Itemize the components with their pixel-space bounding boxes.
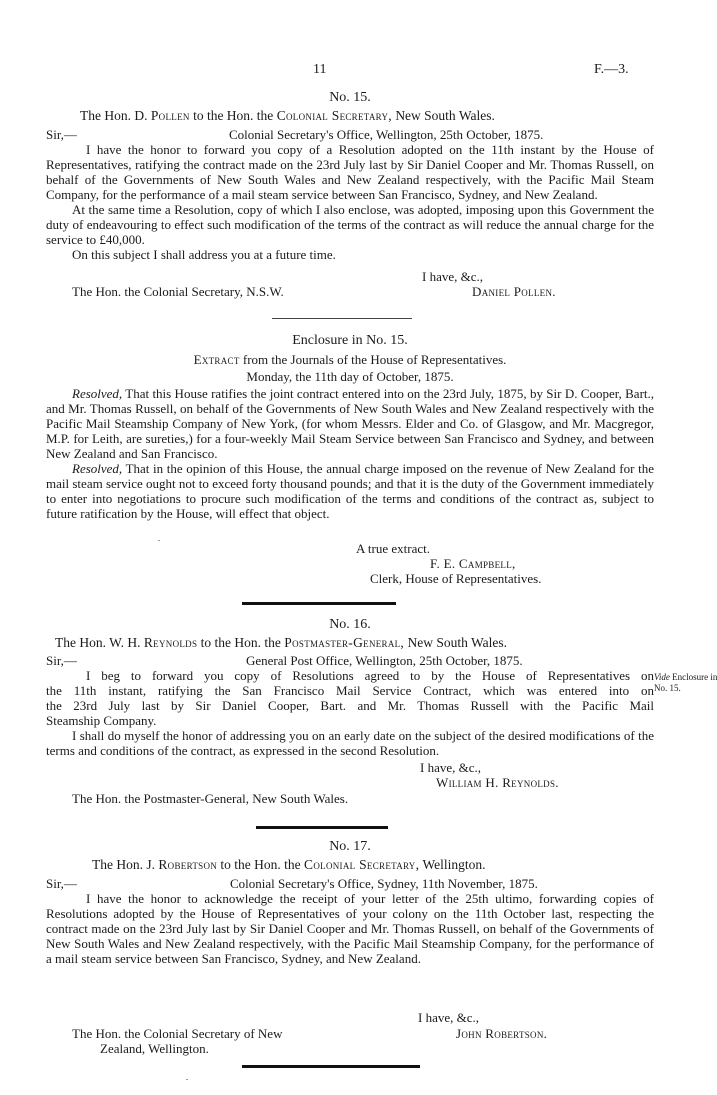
letter-15-body: [46, 142, 654, 262]
print-speck: [158, 540, 160, 541]
letter-16-place-date: General Post Office, Wellington, 25th October, 1875.: [246, 653, 523, 668]
section-divider: [242, 602, 396, 605]
letter-17-salutation: Sir,—: [46, 876, 77, 891]
document-reference: F.—3.: [594, 62, 629, 77]
letter-16-line: the 23rd July last by Sir Daniel Cooper, Bart. and Mr. Thomas Russell with the Pacific Mail: [46, 698, 654, 713]
letter-16-line: the 11th instant, ratifying the San Francisco Mail Service Contract, which was entered into on: [46, 683, 654, 698]
letter-16-line: I beg to forward you copy of Resolutions agreed to by the House of Representatives on: [86, 668, 654, 683]
enclosure-15-extract-line: Extract from the Journals of the House of Representatives.: [193, 352, 507, 367]
letter-15-paragraph: On this subject I shall address you at a future time.: [72, 247, 336, 262]
enclosure-15-true-extract: A true extract.: [356, 541, 430, 556]
letter-15-heading: No. 15.: [329, 90, 371, 105]
letter-15-paragraph: At the same time a Resolution, copy of which I also enclose, was adopted, imposing upon this Government the duty of endeavouring to effect such modification of the terms of the contract as will reduce the annual charge for the service to £40,000.: [46, 202, 654, 247]
letter-17-recipient-line-2: Zealand, Wellington.: [100, 1041, 209, 1056]
letter-16-salutation: Sir,—: [46, 653, 77, 668]
section-divider: [272, 318, 412, 319]
enclosure-15-date: Monday, the 11th day of October, 1875.: [246, 369, 454, 384]
page-number: 11: [313, 62, 327, 77]
letter-16-body: [46, 668, 654, 758]
enclosure-15-signer: F. E. Campbell,: [430, 556, 516, 571]
letter-15-closing: I have, &c.,: [422, 269, 484, 284]
letter-17-recipient-line-1: The Hon. the Colonial Secretary of New: [72, 1026, 283, 1041]
enclosure-15-body: [46, 386, 654, 521]
letter-17-closing: I have, &c.,: [418, 1010, 480, 1025]
print-speck: [186, 1079, 188, 1080]
letter-15-salutation: Sir,—: [46, 127, 77, 142]
letter-17-signature: John Robertson.: [456, 1026, 548, 1041]
letter-16-address: The Hon. W. H. Reynolds to the Hon. the Postmaster-General, New South Wales.: [55, 635, 508, 650]
letter-16-paragraph: I shall do myself the honor of addressing you on an early date on the subject of the desired modifications of the terms and conditions of the contract, as expressed in the second Resolution.: [46, 728, 654, 758]
letter-16-closing: I have, &c.,: [420, 760, 482, 775]
letter-17-heading: No. 17.: [329, 839, 371, 854]
section-divider: [242, 1065, 420, 1068]
letter-15-paragraph: I have the honor to forward you copy of a Resolution adopted on the 11th instant by the House of Representatives, ratifying the contract made on the 23rd July last by Sir Daniel Cooper and Mr. Thomas Russell, on behalf of the Governments of New South Wales and New Zealand respectively, with the Pacific Mail Steam Company, for the performance of a mail steam service between San Francisco, Sydney, and New Zealand.: [46, 142, 654, 202]
letter-15-signature: Daniel Pollen.: [472, 284, 556, 299]
resolution-paragraph: Resolved, That this House ratifies the joint contract entered into on the 23rd July, 1875, by Sir D. Cooper, Bart., and Mr. Thomas Russell, on behalf of the Governments of New South Wales and New Zealand respectively with the Pacific Mail Steamship Company of New York, (for whom Messrs. Elder and Co. of Glasgow, and Mr. Macgregor, M.P. for Leith, are sureties,) for a four-weekly Mail Steam Service between San Francisco and Sydney, and between New Zealand and San Francisco.: [46, 386, 655, 461]
section-divider: [256, 826, 388, 829]
letter-17-address: The Hon. J. Robertson to the Hon. the Colonial Secretary, Wellington.: [92, 857, 486, 872]
letter-16-line: Steamship Company.: [46, 713, 157, 728]
enclosure-15-heading: Enclosure in No. 15.: [292, 333, 408, 348]
letter-17-place-date: Colonial Secretary's Office, Sydney, 11th November, 1875.: [230, 876, 538, 891]
resolution-paragraph: Resolved, That in the opinion of this House, the annual charge imposed on the revenue of New Zealand for the mail steam service ought not to exceed forty thousand pounds; and that it is the duty of the Government immediately to enter into negotiations to procure such modification of the terms and conditions of the contract as, subject to future ratification by the House, will effect that object.: [46, 461, 654, 521]
letter-16-heading: No. 16.: [329, 617, 371, 632]
letter-16-recipient: The Hon. the Postmaster-General, New South Wales.: [72, 791, 349, 806]
letter-17-body: [46, 891, 654, 966]
letter-16-signature: William H. Reynolds.: [436, 775, 559, 790]
enclosure-15-signer-title: Clerk, House of Representatives.: [370, 571, 542, 586]
letter-15-address: The Hon. D. Pollen to the Hon. the Colonial Secretary, New South Wales.: [80, 108, 495, 123]
margin-note: Vide Enclosure in No. 15.: [654, 672, 717, 693]
letter-15-recipient: The Hon. the Colonial Secretary, N.S.W.: [72, 284, 284, 299]
letter-17-paragraph: I have the honor to acknowledge the receipt of your letter of the 25th ultimo, forwarding copies of Resolutions adopted by the House of Representatives of your colony on the 11th October last, respecting the contract made on the 23rd July last by Sir Daniel Cooper and Mr. Thomas Russell, on behalf of the Governments of New South Wales and New Zealand respectively, with the Pacific Mail Steamship Company, for the performance of a mail steam service between San Francisco, Sydney, and New Zealand.: [46, 891, 654, 966]
letter-15-place-date: Colonial Secretary's Office, Wellington, 25th October, 1875.: [229, 127, 544, 142]
